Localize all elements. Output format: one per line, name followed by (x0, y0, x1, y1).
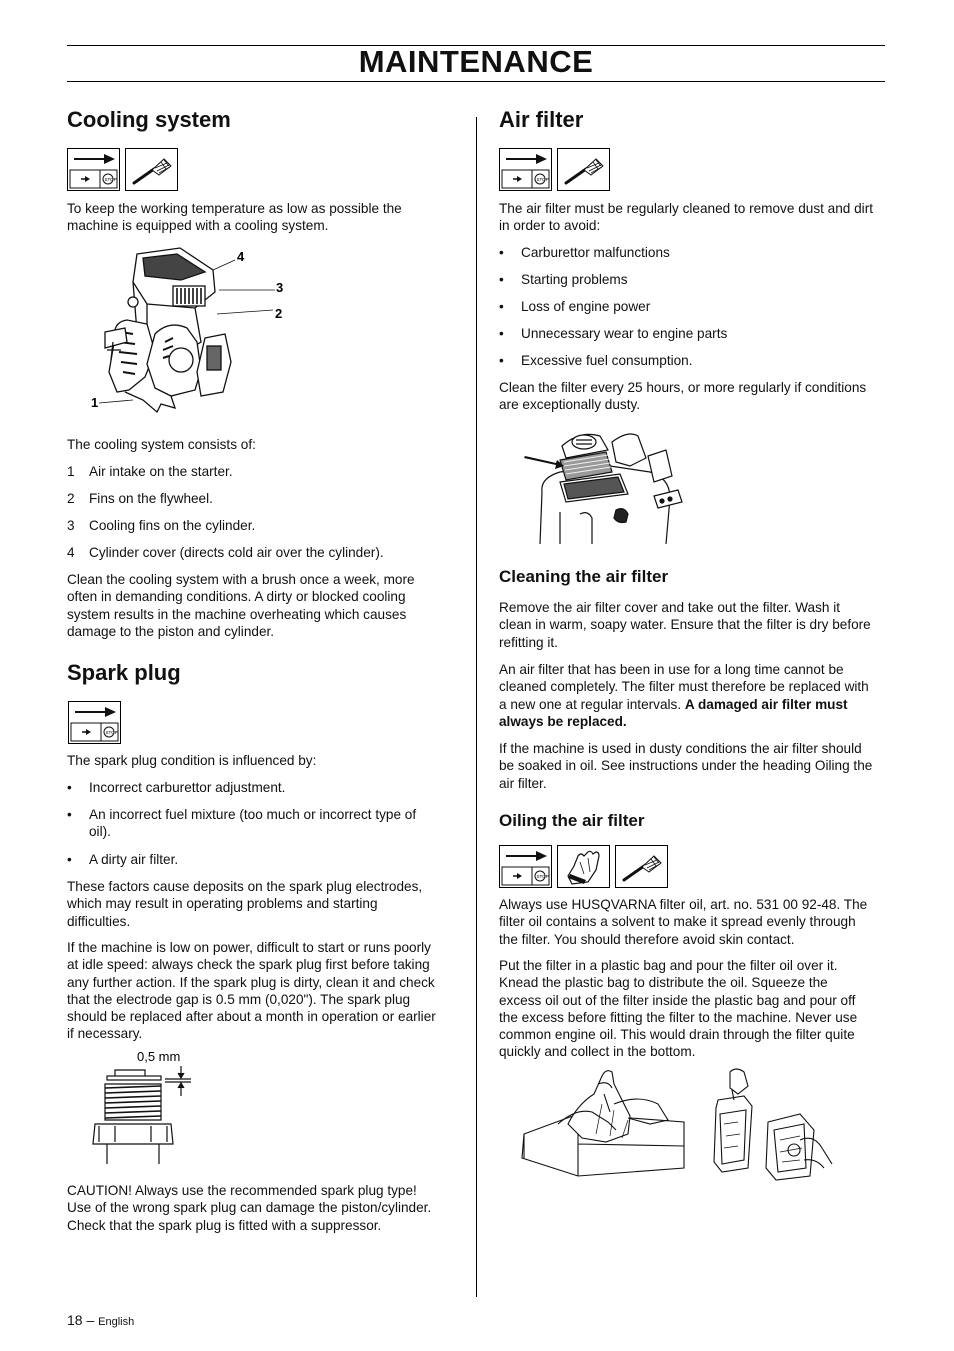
page-number: 18 – (67, 1312, 95, 1328)
spark-intro: The spark plug condition is influenced by: (67, 753, 317, 768)
arrow-stop-icon (67, 148, 120, 191)
callout-4: 4 (237, 249, 245, 264)
cleaning-paragraph-3: If the machine is used in dusty conditions the air filter should be soaked in oil. See instructions under the heading Oiling the air filter. (499, 741, 873, 791)
spark-deposits-paragraph: These factors cause deposits on the spark plug electrodes, which may result in operating problems and starting difficulties. (67, 879, 423, 929)
svg-text:STOP: STOP (105, 730, 118, 735)
arrow-stop-icon (499, 845, 552, 888)
cooling-intro: To keep the working temperature as low as possible the machine is equipped with a cooling system. (67, 201, 402, 234)
air-filter-illustration (520, 422, 690, 546)
cooling-clean-paragraph: Clean the cooling system with a brush once a week, more often in demanding conditions. A dirty or blocked cooling system results in the machine overheating which causes damage to the piston and cylinder. (67, 572, 415, 639)
page-title: MAINTENANCE (358, 44, 594, 79)
cooling-heading: Cooling system (67, 107, 231, 132)
cleaning-heading: Cleaning the air filter (499, 567, 669, 586)
arrow-stop-icon (499, 148, 552, 191)
cleaning-paragraph-2: An air filter that has been in use for a long time cannot be cleaned completely. The filter must therefore be replaced with a new one at regular intervals. A damaged air filter must always be replaced. (499, 662, 869, 729)
svg-text:STOP: STOP (104, 177, 117, 182)
arrow-stop-icon (68, 701, 121, 744)
svg-text:STOP: STOP (536, 177, 549, 182)
air-clean-every: Clean the filter every 25 hours, or more regularly if conditions are exceptionally dusty. (499, 380, 867, 413)
spark-heading: Spark plug (67, 660, 181, 685)
brush-icon (557, 148, 610, 191)
oiling-illustration (518, 1064, 836, 1184)
air-filter-heading: Air filter (499, 107, 584, 132)
footer-language: English (98, 1316, 135, 1328)
page-footer (67, 1312, 134, 1328)
column-separator (476, 117, 477, 1297)
cooling-consists: The cooling system consists of: (67, 437, 256, 452)
callout-2: 2 (275, 306, 283, 321)
list-item: • An incorrect fuel mixture (too much or incorrect type of oil). (67, 807, 417, 840)
cleaning-paragraph-1: Remove the air filter cover and take out the filter. Wash it clean in warm, soapy water. Ensure that the filter is dry before refitting it. (499, 600, 871, 650)
header-bottom-rule (67, 81, 885, 82)
cooling-system-illustration (85, 242, 295, 417)
oiling-paragraph-2: Put the filter in a plastic bag and pour the filter oil over it. Knead the plastic bag to distribute the oil. Squeeze the excess oil out of the filter inside the plastic bag and pour off the excess before fitting the filter to the machine. Never use common engine oil. This would drain through the filter quite quickly and collect in the bottom. (499, 958, 858, 1060)
brush-icon (125, 148, 178, 191)
svg-text:STOP: STOP (536, 874, 549, 879)
brush-icon (615, 845, 668, 888)
oiling-paragraph-1: Always use HUSQVARNA filter oil, art. no. 531 00 92-48. The filter oil contains a solvent to make it spread evenly through the filter. You should therefore avoid skin contact. (499, 897, 868, 947)
callout-3: 3 (276, 280, 284, 295)
spark-gap-label: 0,5 mm (137, 1049, 181, 1064)
callout-1: 1 (91, 395, 99, 410)
air-intro: The air filter must be regularly cleaned to remove dust and dirt in order to avoid: (499, 201, 874, 234)
glove-icon (557, 845, 610, 888)
oiling-heading: Oiling the air filter (499, 811, 645, 830)
spark-plug-illustration (85, 1046, 205, 1168)
spark-caution: CAUTION! Always use the recommended spark plug type! Use of the wrong spark plug can damage the piston/cylinder. Check that the spark plug is fitted with a suppressor. (67, 1183, 432, 1233)
spark-check-paragraph: If the machine is low on power, difficult to start or runs poorly at idle speed: always check the spark plug first before taking any further action. If the spark plug is dirty, clean it and check that the electrode gap is 0.5 mm (0,020"). The spark plug should be replaced after about a month in operation or earlier if necessary. (67, 940, 436, 1042)
